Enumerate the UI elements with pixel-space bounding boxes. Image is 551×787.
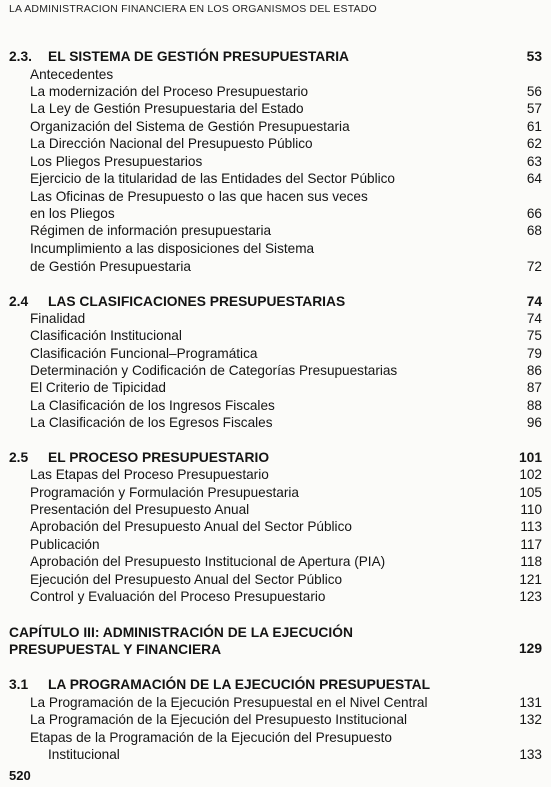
entry-page: 63 bbox=[526, 154, 542, 169]
entry-page: 64 bbox=[526, 171, 542, 186]
entry-text: Institucional bbox=[48, 747, 120, 762]
entry-text: Las Oficinas de Presupuesto o las que hacen sus veces bbox=[30, 189, 368, 204]
chapter-title-line2: PRESUPUESTAL Y FINANCIERA bbox=[9, 642, 222, 657]
section-heading bbox=[0, 48, 542, 65]
section-number: 2.3. bbox=[9, 49, 33, 64]
section-title: EL PROCESO PRESUPUESTARIO bbox=[48, 450, 270, 465]
entry-text: Incumplimiento a las disposiciones del Sistema bbox=[30, 241, 315, 256]
entry-text: Clasificación Institucional bbox=[30, 328, 182, 343]
entry-text: La Clasificación de los Ingresos Fiscales bbox=[30, 398, 275, 413]
entry-text: Etapas de la Programación de la Ejecución del Presupuesto bbox=[30, 730, 392, 745]
section-title: LA PROGRAMACIÓN DE LA EJECUCIÓN PRESUPUESTAL bbox=[48, 677, 430, 692]
entry-text: Publicación bbox=[30, 537, 100, 552]
entry-page: 66 bbox=[526, 206, 542, 221]
entry-text: Régimen de información presupuestaria bbox=[30, 223, 272, 238]
entry-page: 133 bbox=[519, 747, 542, 762]
entry-text: Las Etapas del Proceso Presupuestario bbox=[30, 467, 269, 482]
chapter-page: 129 bbox=[518, 641, 542, 656]
entry-text: Finalidad bbox=[30, 311, 86, 326]
section-title: LAS CLASIFICACIONES PRESUPUESTARIAS bbox=[48, 294, 346, 309]
section-heading bbox=[0, 293, 542, 310]
entry-page: 86 bbox=[526, 363, 542, 378]
entry-text: Ejecución del Presupuesto Anual del Sector Público bbox=[30, 572, 343, 587]
entry-page: 75 bbox=[526, 328, 542, 343]
section-page: 101 bbox=[518, 450, 542, 465]
entry-text: Ejercicio de la titularidad de las Entidades del Sector Público bbox=[30, 171, 395, 186]
entry-text: en los Pliegos bbox=[30, 206, 115, 221]
entry-text: La Clasificación de los Egresos Fiscales bbox=[30, 415, 273, 430]
section-heading bbox=[0, 676, 542, 693]
entry-page: 61 bbox=[526, 119, 542, 134]
entry-page: 87 bbox=[526, 380, 542, 395]
entry-text: de Gestión Presupuestaria bbox=[30, 259, 191, 274]
section-title: EL SISTEMA DE GESTIÓN PRESUPUESTARIA bbox=[48, 49, 350, 64]
entry-text: Los Pliegos Presupuestarios bbox=[30, 154, 203, 169]
entry-text: El Criterio de Tipicidad bbox=[30, 380, 166, 395]
entry-page: 56 bbox=[526, 84, 542, 99]
entry-page: 121 bbox=[519, 572, 542, 587]
page-number: 520 bbox=[9, 768, 31, 783]
entry-page: 117 bbox=[520, 537, 542, 552]
entry-page: 96 bbox=[526, 415, 542, 430]
entry-text: La Ley de Gestión Presupuestaria del Estado bbox=[30, 101, 304, 116]
entry-text: Programación y Formulación Presupuestaria bbox=[30, 485, 299, 500]
entry-page: 105 bbox=[519, 485, 542, 500]
entry-page: 102 bbox=[519, 467, 542, 482]
entry-page: 79 bbox=[526, 346, 542, 361]
entry-text: Control y Evaluación del Proceso Presupuestario bbox=[30, 589, 326, 604]
section-page: 53 bbox=[526, 49, 542, 64]
entry-text: Aprobación del Presupuesto Anual del Sector Público bbox=[30, 519, 352, 534]
entry-page: 132 bbox=[519, 712, 542, 727]
running-head: LA ADMINISTRACION FINANCIERA EN LOS ORGANISMOS DEL ESTADO bbox=[9, 3, 377, 15]
entry-page: 68 bbox=[526, 223, 542, 238]
entry-text: Aprobación del Presupuesto Institucional de Apertura (PIA) bbox=[30, 554, 386, 569]
entry-text: La Programación de la Ejecución del Presupuesto Institucional bbox=[30, 712, 408, 727]
entry-text: La modernización del Proceso Presupuestario bbox=[30, 84, 309, 99]
entry-text: Determinación y Codificación de Categorías Presupuestarias bbox=[30, 363, 398, 378]
entry-text: Clasificación Funcional–Programática bbox=[30, 346, 258, 361]
entry-text: Presentación del Presupuesto Anual bbox=[30, 502, 250, 517]
section-number: 3.1 bbox=[9, 677, 29, 692]
section-page: 74 bbox=[526, 294, 542, 309]
entry-page: 62 bbox=[526, 136, 542, 151]
entry-page: 72 bbox=[526, 259, 542, 274]
section-number: 2.4 bbox=[9, 294, 29, 309]
entry-text: Antecedentes bbox=[30, 67, 114, 82]
entry-text: Organización del Sistema de Gestión Presupuestaria bbox=[30, 119, 350, 134]
entry-page: 123 bbox=[519, 589, 542, 604]
section-heading bbox=[0, 449, 542, 466]
entry-page: 57 bbox=[526, 101, 542, 116]
entry-page: 131 bbox=[519, 695, 542, 710]
entry-page: 88 bbox=[526, 398, 542, 413]
entry-page: 74 bbox=[526, 311, 542, 326]
section-number: 2.5 bbox=[9, 450, 29, 465]
chapter-title-line1: CAPÍTULO III: ADMINISTRACIÓN DE LA EJECUCIÓN bbox=[9, 625, 353, 640]
entry-page: 113 bbox=[520, 519, 542, 534]
entry-text: La Dirección Nacional del Presupuesto Público bbox=[30, 136, 313, 151]
entry-page: 118 bbox=[520, 554, 542, 569]
entry-page: 110 bbox=[520, 502, 542, 517]
entry-text: La Programación de la Ejecución Presupuestal en el Nivel Central bbox=[30, 695, 428, 710]
